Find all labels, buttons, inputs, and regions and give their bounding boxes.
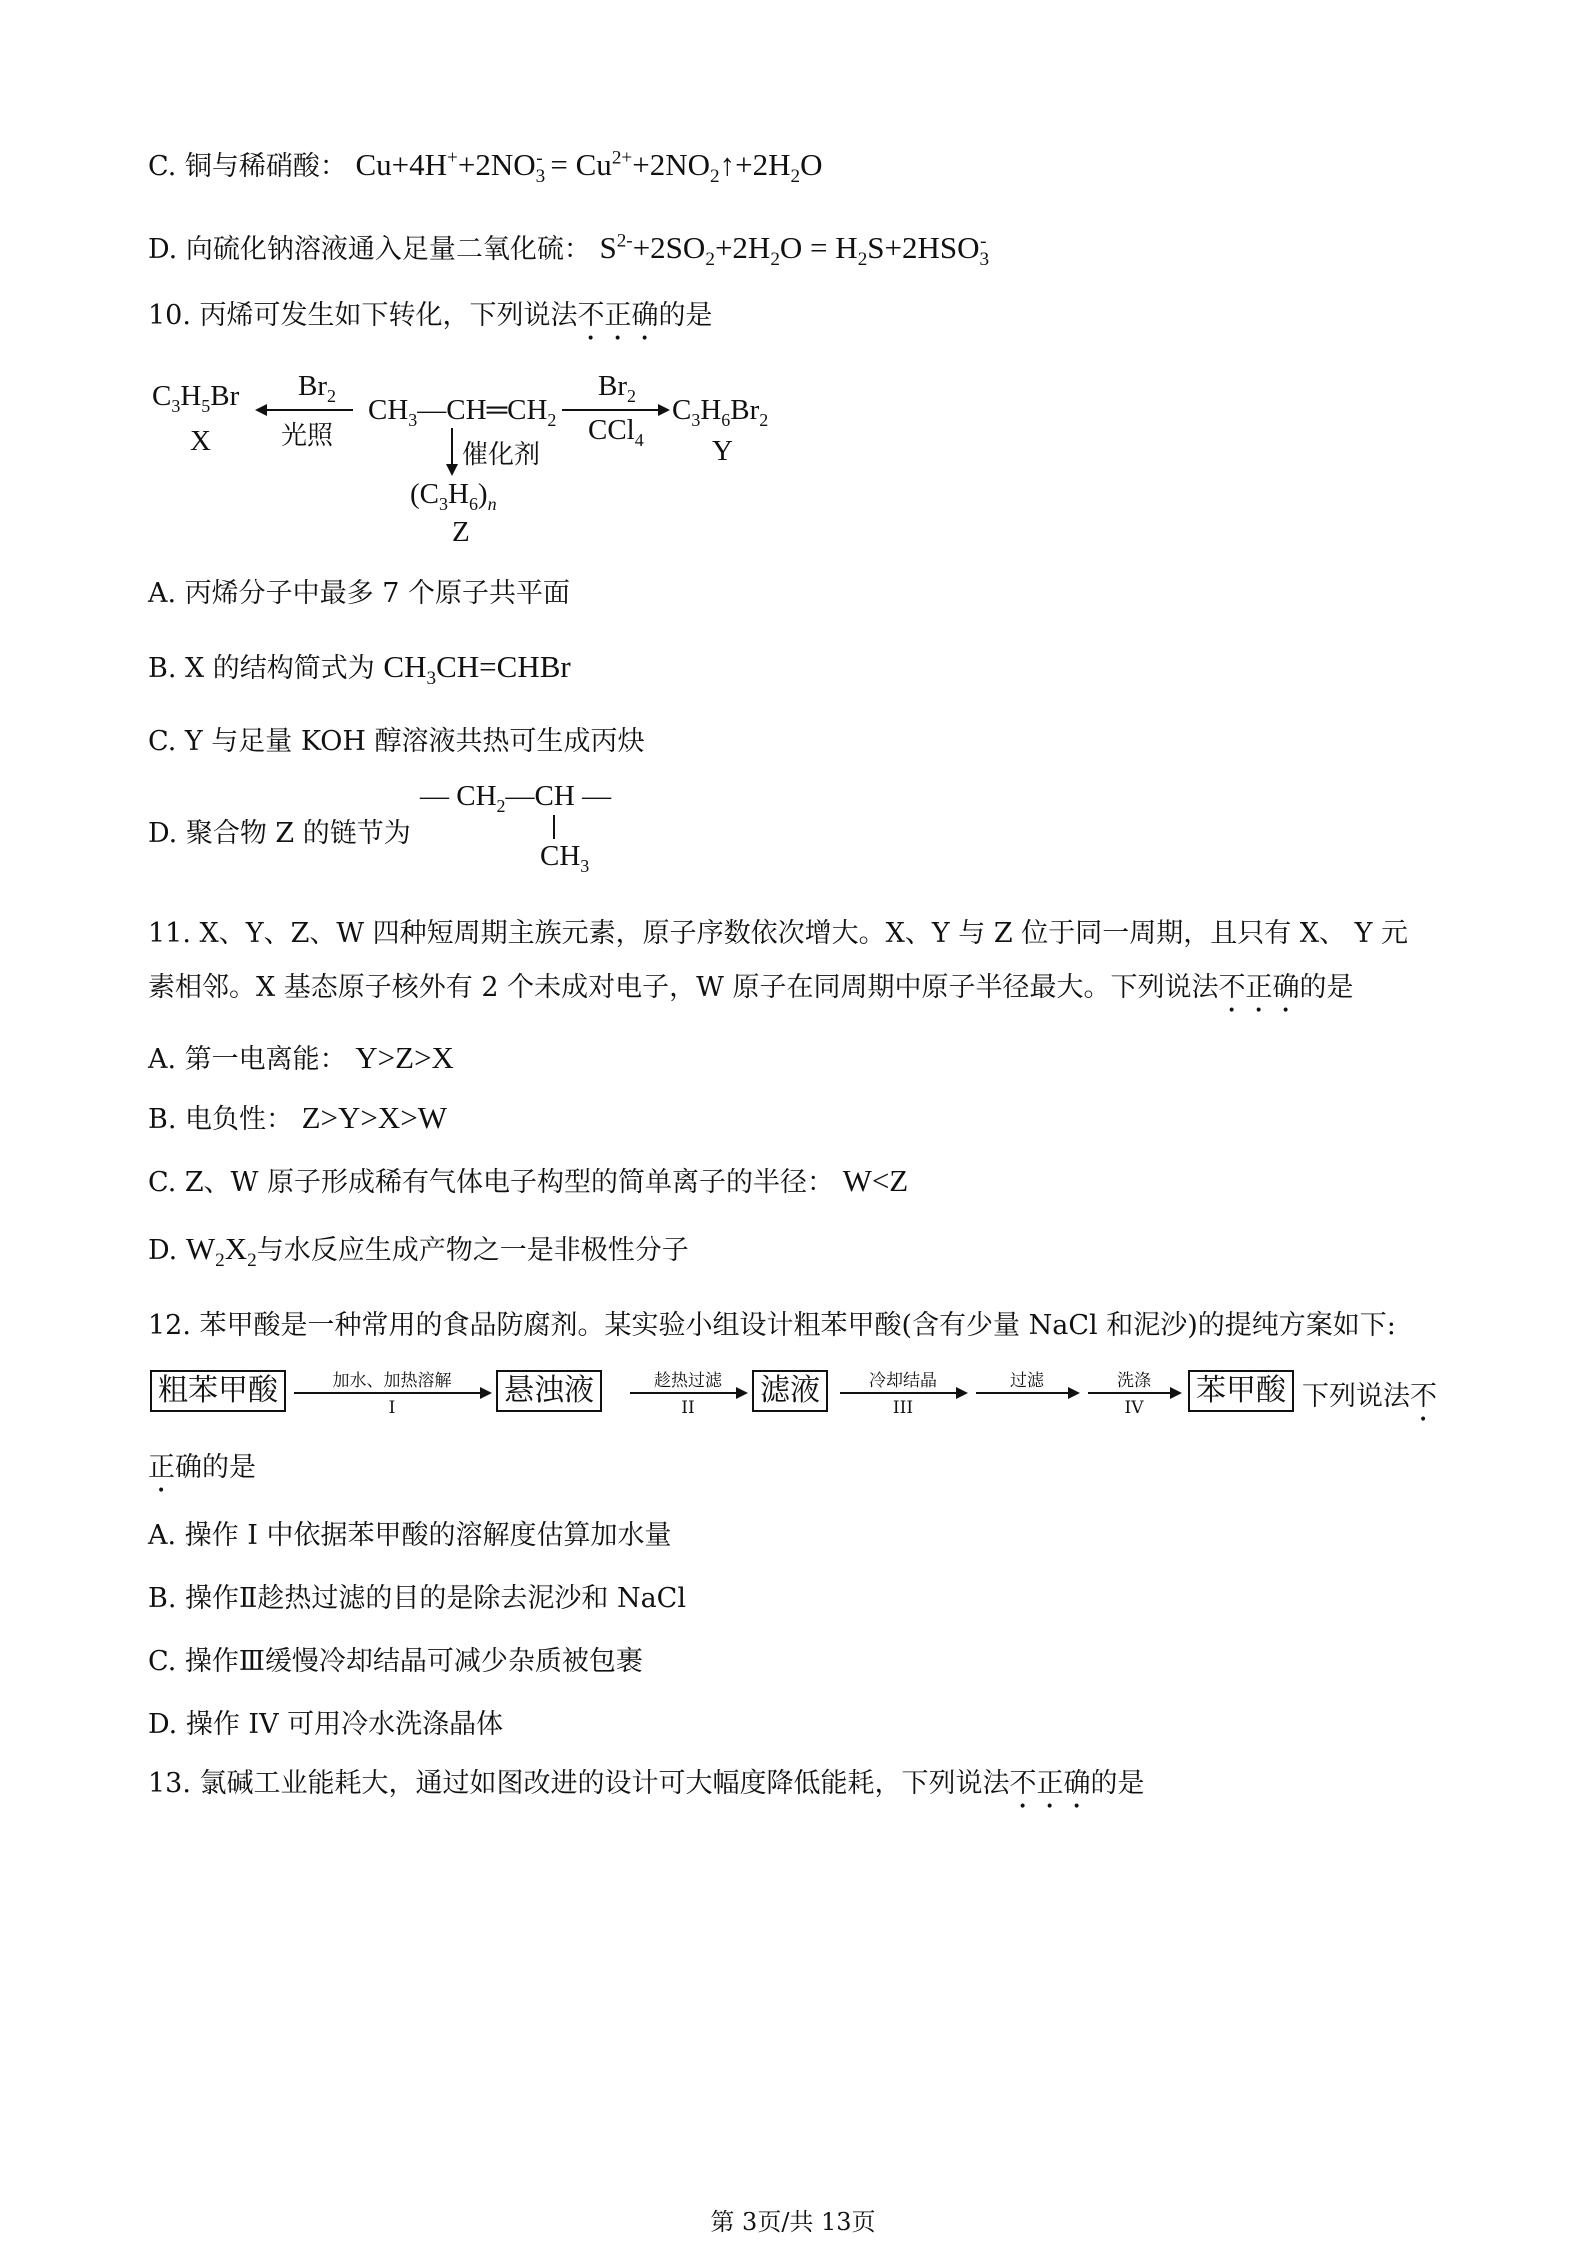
compound-x-formula: $C_3H_5Br$ — [152, 380, 240, 416]
q12-stem-tail: 下列说法不 — [1302, 1381, 1437, 1412]
q12-option-d: D. 操作 IV 可用冷水洗涤晶体 — [148, 1709, 504, 1740]
catalyst-label: 催化剂 — [462, 440, 541, 470]
q12-option-a: A. 操作 I 中依据苯甲酸的溶解度估算加水量 — [148, 1520, 672, 1551]
propene-formula: $CH_3—CH═CH_2$ — [368, 394, 557, 430]
methyl-group: $CH_3$ — [540, 840, 590, 876]
q12-option-c: C. 操作Ⅲ缓慢冷却结晶可减少杂质被包裹 — [148, 1646, 643, 1677]
compound-z-formula: $(C_3H_6)_n$ — [410, 478, 497, 514]
compound-y-formula: $C_3H_6Br_2$ — [672, 394, 769, 430]
emphasis-correct: 正 — [148, 1452, 175, 1483]
step1-label: 加水、加热溶解 — [332, 1371, 452, 1391]
reagent-light: 光照 — [281, 421, 334, 451]
box-filtrate: 滤液 — [752, 1370, 828, 1412]
emphasis-not-correct: 不正确 — [577, 300, 659, 331]
q10-option-d: D. 聚合物 Z 的链节为 — [148, 818, 411, 849]
bond-line — [553, 815, 555, 839]
q9-option-c — [148, 146, 823, 188]
q11-stem-line1: 11. X、Y、Z、W 四种短周期主族元素，原子序数依次增大。X、Y 与 Z 位于同一周期，且只有 X、 Y 元 — [148, 918, 1409, 949]
q12-option-b: B. 操作Ⅱ趁热过滤的目的是除去泥沙和 NaCl — [148, 1583, 686, 1614]
label-y: Y — [712, 435, 733, 467]
step3-label: 冷却结晶 — [869, 1371, 937, 1391]
q10-option-c: C. Y 与足量 KOH 醇溶液共热可生成丙炔 — [148, 726, 645, 757]
option-label: D. 向硫化钠溶液通入足量二氧化硫： — [148, 234, 591, 265]
reagent-ccl4: CCl$_4$ — [588, 414, 644, 450]
emphasis-not-correct: 不正确 — [1009, 1768, 1091, 1799]
q13-stem: 13. 氯碱工业能耗大，通过如图改进的设计可大幅度降低能耗，下列说法不正确的是 — [148, 1768, 1145, 1799]
box-benzoic-acid: 苯甲酸 — [1188, 1370, 1294, 1412]
option-value: Y>Z>X — [355, 1040, 454, 1075]
w2x2-formula: $W_2X_2$ — [185, 1231, 257, 1272]
option-label: C. 铜与稀硝酸： — [148, 151, 347, 182]
box-crude-benzoic-acid: 粗苯甲酸 — [150, 1370, 286, 1412]
option-value: Z>Y>X>W — [301, 1100, 448, 1135]
reagent-br2-right: $Br_2$ — [598, 370, 636, 406]
label-z: Z — [452, 516, 470, 548]
step5-roman: IV — [1124, 1398, 1144, 1418]
arrow-step4 — [976, 1386, 1080, 1400]
q11-option-a: A. 第一电离能： Y>Z>X — [148, 1040, 454, 1075]
x-structure-formula: $CH_3CH=CHBr$ — [383, 649, 571, 690]
q11-option-d: D. $W_2X_2$与水反应生成产物之一是非极性分子 — [148, 1231, 689, 1272]
emphasis-not-correct: 不正确 — [1218, 972, 1300, 1003]
step2-label: 趁热过滤 — [654, 1371, 722, 1391]
q9-option-d — [148, 229, 990, 271]
q10-stem: 10. 丙烯可发生如下转化，下列说法不正确的是 — [148, 300, 713, 331]
equation-c: $Cu+4H^++2NO_3^-$ = $Cu^{2+}+2NO_2↑+2H_2O$ — [355, 147, 823, 188]
step1-roman: I — [388, 1398, 396, 1418]
label-x: X — [190, 425, 211, 457]
step2-roman: II — [681, 1398, 695, 1418]
q12-stem-continued: 正确的是 — [148, 1452, 256, 1483]
page-number-footer: 第 3页/共 13页 — [710, 2208, 876, 2236]
q12-stem: 12. 苯甲酸是一种常用的食品防腐剂。某实验小组设计粗苯甲酸(含有少量 NaCl 和泥沙)的提纯方案如下: — [148, 1310, 1396, 1341]
q11-option-b: B. 电负性： Z>Y>X>W — [148, 1100, 448, 1135]
q10-option-b: B. X 的结构简式为 $CH_3CH=CHBr$ — [148, 649, 571, 690]
reagent-br2-left: $Br_2$ — [298, 370, 336, 406]
box-suspension: 悬浊液 — [496, 1370, 602, 1412]
q11-stem-line2: 素相邻。X 基态原子核外有 2 个未成对电子，W 原子在同周期中原子半径最大。下列说法不正确的是 — [148, 972, 1354, 1003]
option-value: W<Z — [842, 1163, 909, 1198]
equation-d: $S^{2-}+2SO_2+2H_2O = H_2S+2HSO_3^-$ — [599, 230, 990, 271]
arrow-down — [444, 428, 460, 476]
q11-option-c: C. Z、W 原子形成稀有气体电子构型的简单离子的半径： W<Z — [148, 1163, 909, 1198]
repeat-unit-main-chain: — $CH_2—CH$ — — [420, 780, 612, 816]
step3-roman: III — [892, 1398, 914, 1418]
emphasis-not: 不 — [1410, 1381, 1437, 1412]
step5-label: 洗涤 — [1117, 1371, 1151, 1391]
q10-option-a: A. 丙烯分子中最多 7 个原子共平面 — [148, 578, 571, 609]
step4-label: 过滤 — [1010, 1371, 1044, 1391]
